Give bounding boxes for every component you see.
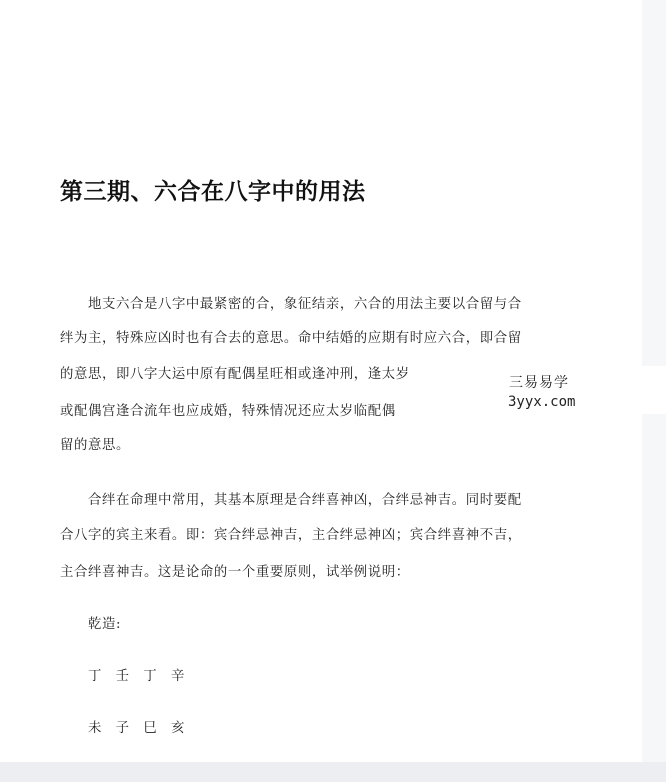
paragraph-2-line-2: 合八字的宾主来看。即：宾合绊忌神吉，主合绊忌神凶；宾合绊喜神不吉，: [60, 528, 522, 543]
watermark-overlay: [450, 366, 666, 414]
paragraph-1-line-1: 地支六合是八字中最紧密的合，象征结亲，六合的用法主要以合留与合: [88, 297, 522, 312]
watermark-url: 3yyx.com: [508, 394, 576, 410]
paragraph-1-line-4: 或配偶宫逢合流年也应成婚，特殊情况还应太岁临配偶: [60, 404, 396, 419]
page-bottom-margin: [0, 762, 666, 782]
example-heavenly-stems-row: 丁 壬 丁 辛: [88, 669, 190, 684]
paragraph-1-line-2: 绊为主，特殊应凶时也有合去的意思。命中结婚的应期有时应六合，即合留: [60, 331, 522, 346]
watermark-text: 三易易学: [509, 375, 569, 391]
example-earthly-branches-row: 未 子 巳 亥: [88, 721, 190, 736]
page-title: 第三期、六合在八字中的用法: [60, 179, 366, 205]
example-label: 乾造:: [88, 617, 122, 632]
paragraph-2-line-1: 合绊在命理中常用，其基本原理是合绊喜神凶，合绊忌神吉。同时要配: [88, 493, 522, 508]
paragraph-1-line-3: 的意思，即八字大运中原有配偶星旺相或逢冲刑，逢太岁: [60, 367, 410, 382]
paragraph-1-line-5: 留的意思。: [60, 438, 130, 453]
paragraph-2-line-3: 主合绊喜神吉。这是论命的一个重要原则，试举例说明：: [60, 565, 410, 580]
